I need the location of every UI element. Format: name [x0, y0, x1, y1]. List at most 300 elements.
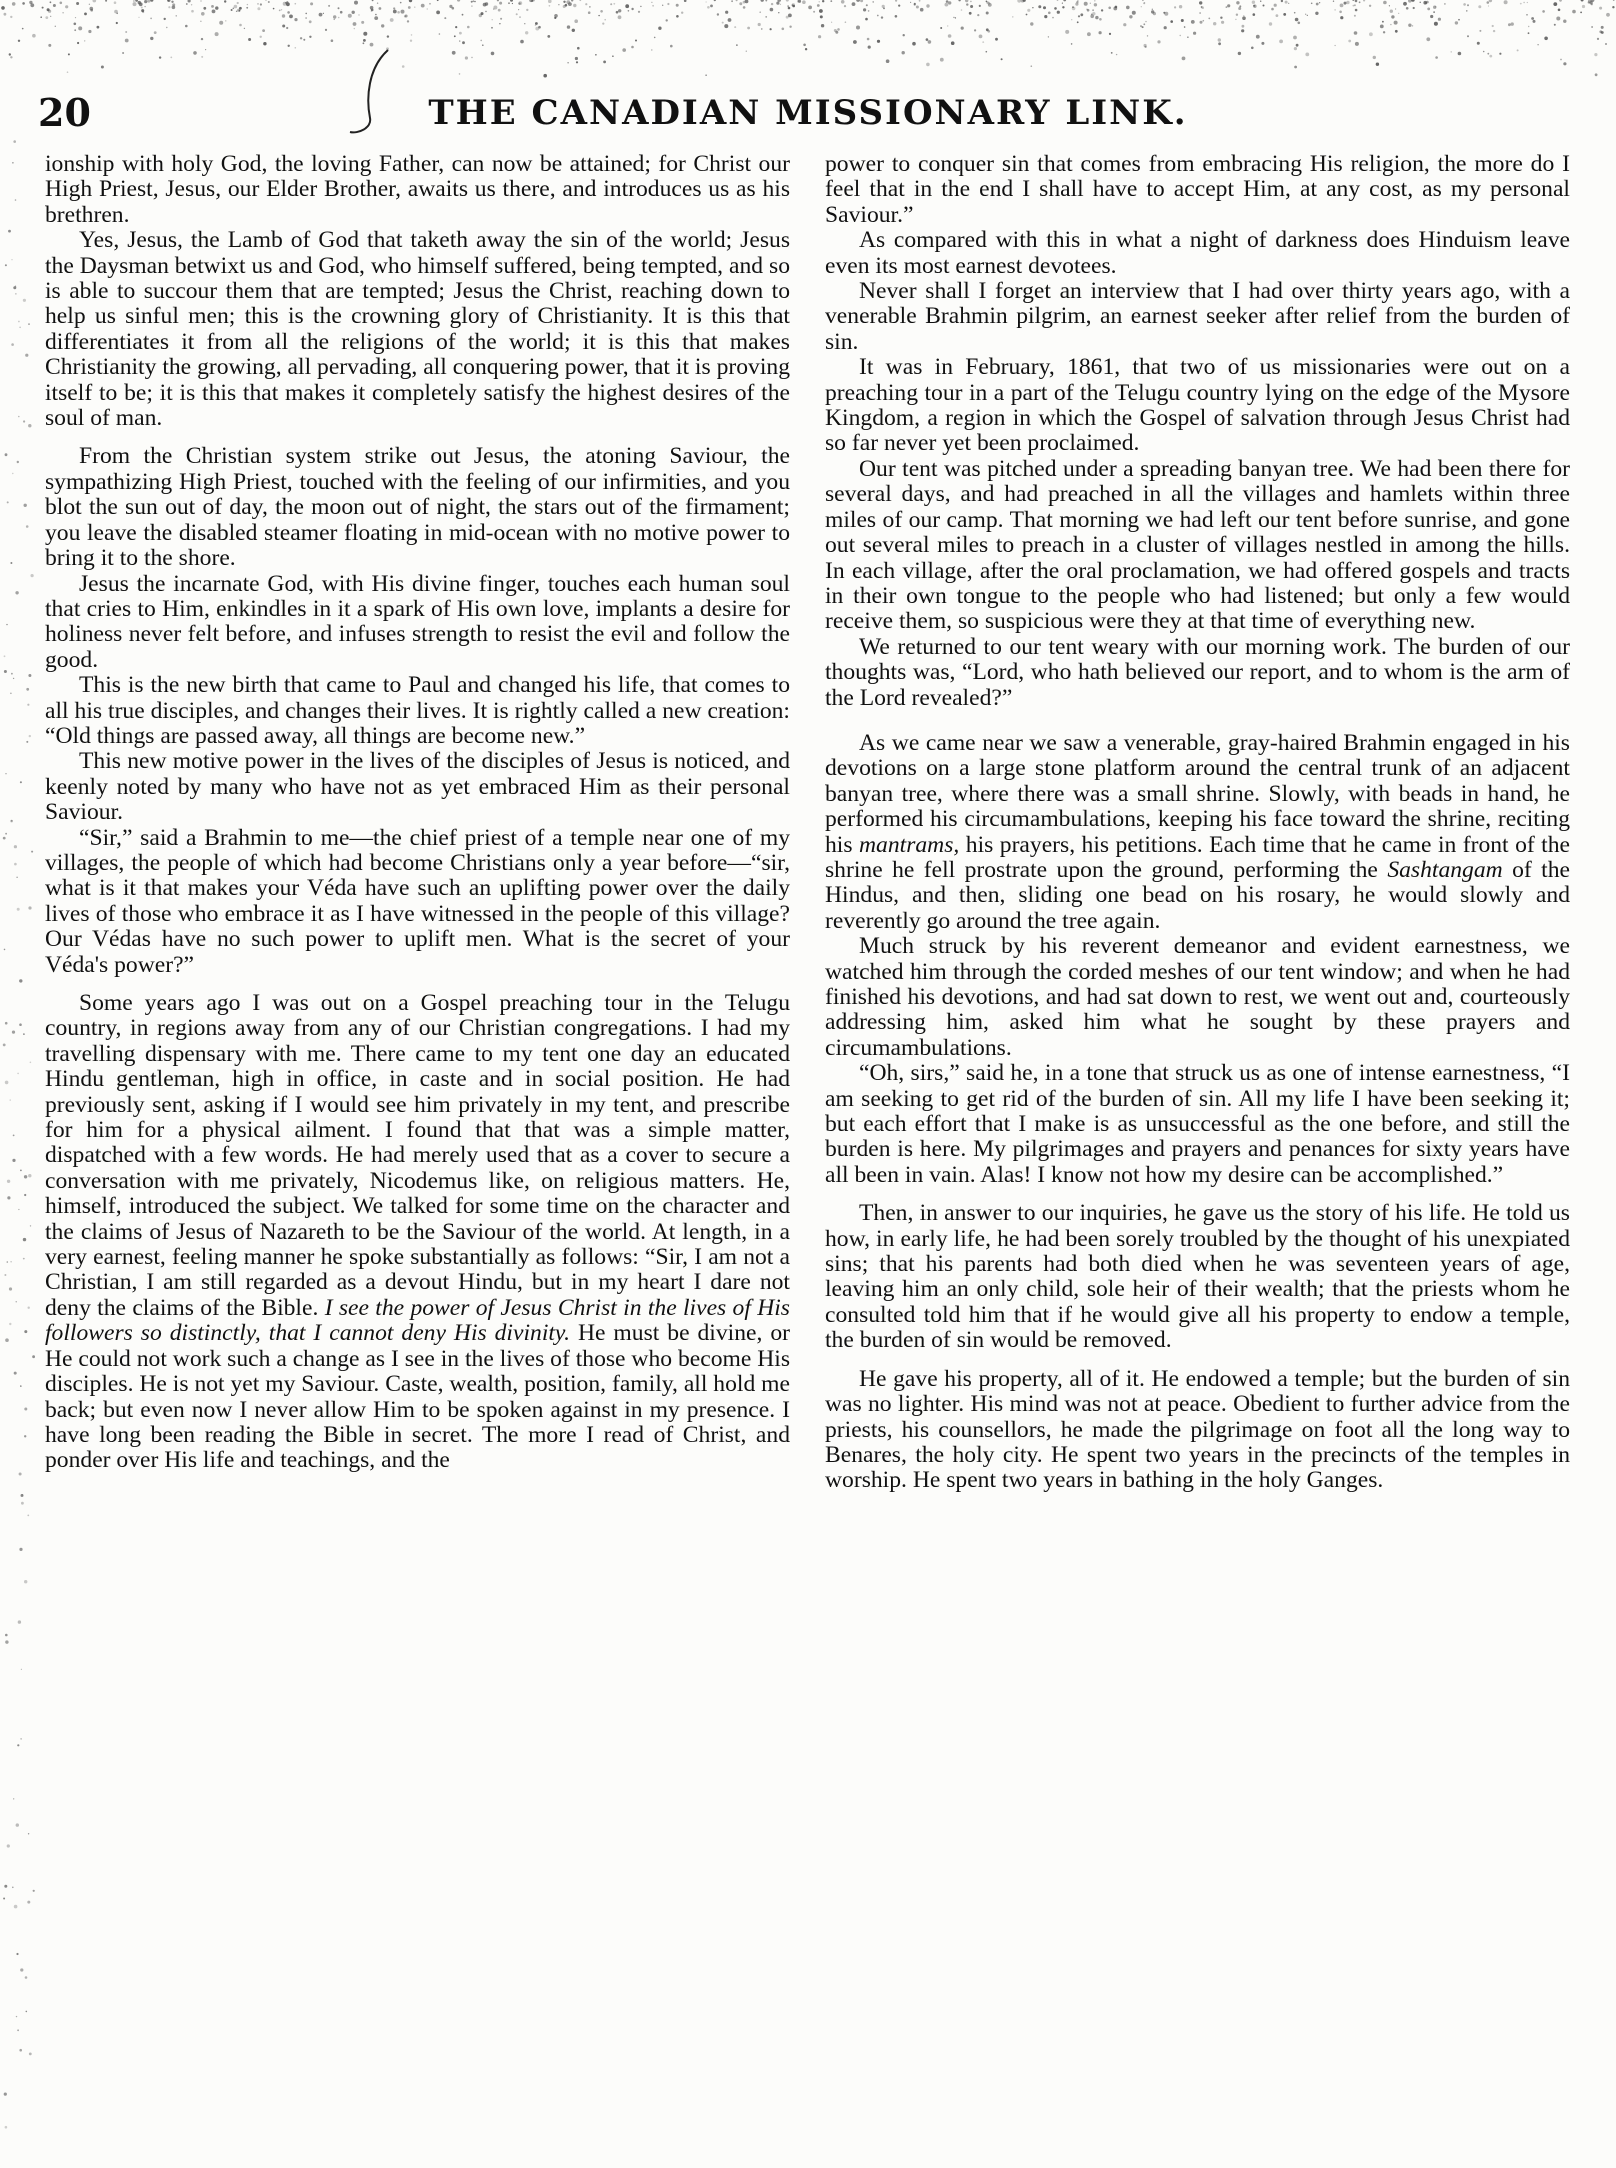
speckle-dot — [5, 1022, 8, 1025]
speckle-dot — [201, 12, 205, 16]
speckle-dot — [101, 66, 104, 69]
margin-speckle-noise — [0, 140, 40, 2140]
speckle-dot — [1032, 7, 1033, 8]
speckle-dot — [1558, 9, 1561, 12]
speckle-dot — [1253, 5, 1256, 8]
speckle-dot — [3, 1044, 6, 1047]
speckle-dot — [1281, 0, 1283, 2]
speckle-dot — [920, 8, 924, 12]
speckle-dot — [25, 1976, 28, 1979]
speckle-dot — [33, 1890, 35, 1892]
speckle-dot — [300, 37, 302, 39]
speckle-dot — [1144, 2, 1145, 3]
speckle-dot — [926, 63, 930, 67]
speckle-dot — [421, 4, 425, 8]
paragraph: power to conquer sin that comes from embracing His religion, the more do I feel that in the end I shall have to accept Him, at any cost, as my personal Saviour.” — [825, 151, 1570, 228]
speckle-dot — [1591, 3, 1593, 5]
speckle-dot — [745, 0, 749, 3]
speckle-dot — [282, 14, 285, 17]
speckle-dot — [1182, 57, 1186, 61]
speckle-dot — [374, 16, 378, 20]
print-speckle-noise — [0, 0, 1616, 90]
italic-term: mantrams, — [859, 831, 960, 858]
speckle-dot — [953, 17, 954, 18]
speckle-dot — [948, 1, 951, 4]
speckle-dot — [90, 7, 94, 11]
speckle-dot — [1601, 31, 1604, 34]
speckle-dot — [370, 43, 374, 47]
speckle-dot — [658, 27, 661, 30]
speckle-dot — [150, 37, 153, 40]
speckle-dot — [789, 26, 791, 28]
speckle-dot — [576, 61, 578, 63]
speckle-dot — [940, 27, 942, 29]
speckle-dot — [28, 906, 31, 909]
speckle-dot — [348, 14, 352, 18]
speckle-dot — [575, 57, 578, 60]
speckle-dot — [462, 41, 465, 44]
speckle-dot — [1072, 7, 1076, 11]
speckle-dot — [500, 18, 502, 20]
speckle-dot — [902, 51, 905, 54]
speckle-dot — [29, 735, 31, 737]
speckle-dot — [231, 9, 233, 11]
speckle-dot — [166, 27, 167, 28]
paragraph-text: Some years ago I was out on a Gospel preaching tour in the Telugu country, in regions away from any of our Christian congregations. I had my travelling dispensary with me. There came to my tent one day an educated Hindu gentleman, high in office, in caste and in social position. He had previously sent, asking if I would see him privately in my tent, and prescribe for him for a physical ailment. I found that that was a simple matter, dispatched with a few words. He had merely used that as a cover to secure a conversation with me privately, Nicodemus like, on religious matters. He, himself, introduced the subject. We talked for some time on the character and the claims of Jesus of Nazareth to be the Saviour of the world. At length, in a very earnest, feeling manner he spoke substantially as follows: “Sir, I am not a Christian, I am still regarded as a devout Hindu, but in my heart I dare not deny the claims of the Bible. — [45, 990, 790, 1321]
speckle-dot — [912, 42, 916, 46]
speckle-dot — [1390, 24, 1391, 25]
speckle-dot — [1594, 53, 1597, 56]
speckle-dot — [1582, 5, 1585, 8]
speckle-dot — [371, 9, 374, 12]
speckle-dot — [12, 1159, 15, 1162]
speckle-dot — [122, 52, 124, 54]
speckle-dot — [1359, 1, 1361, 3]
speckle-dot — [1591, 26, 1593, 28]
speckle-dot — [452, 7, 455, 10]
speckle-dot — [947, 25, 948, 26]
speckle-dot — [761, 0, 764, 2]
speckle-dot — [987, 2, 990, 5]
speckle-dot — [1238, 52, 1241, 55]
speckle-dot — [616, 11, 619, 14]
speckle-dot — [23, 1258, 25, 1260]
speckle-dot — [759, 11, 761, 13]
speckle-dot — [1334, 9, 1335, 10]
speckle-dot — [473, 0, 475, 2]
speckle-dot — [1588, 0, 1591, 3]
speckle-dot — [1395, 30, 1398, 33]
speckle-dot — [1072, 6, 1074, 8]
speckle-dot — [1311, 3, 1313, 5]
speckle-dot — [868, 46, 871, 49]
speckle-dot — [20, 1738, 21, 1739]
speckle-dot — [589, 6, 590, 7]
speckle-dot — [14, 845, 17, 848]
speckle-dot — [141, 9, 144, 12]
speckle-dot — [29, 2053, 32, 2056]
speckle-dot — [10, 1261, 11, 1262]
speckle-dot — [150, 18, 152, 20]
speckle-dot — [951, 41, 955, 45]
speckle-dot — [18, 40, 20, 42]
speckle-dot — [17, 461, 19, 463]
speckle-dot — [401, 10, 405, 14]
speckle-dot — [1553, 2, 1557, 6]
speckle-dot — [1355, 42, 1359, 46]
speckle-dot — [881, 16, 883, 18]
speckle-dot — [449, 5, 452, 8]
speckle-dot — [734, 26, 736, 28]
speckle-dot — [598, 15, 599, 16]
speckle-dot — [1467, 4, 1469, 6]
speckle-dot — [1599, 7, 1602, 10]
speckle-dot — [1164, 12, 1168, 16]
speckle-dot — [866, 4, 868, 6]
speckle-dot — [818, 35, 821, 38]
speckle-dot — [1434, 22, 1438, 26]
speckle-dot — [75, 17, 76, 18]
speckle-dot — [535, 25, 537, 27]
speckle-dot — [23, 1238, 26, 1241]
speckle-dot — [524, 23, 525, 24]
speckle-dot — [1285, 1, 1288, 4]
speckle-dot — [491, 52, 495, 56]
speckle-dot — [10, 56, 12, 58]
speckle-dot — [352, 11, 355, 14]
speckle-dot — [172, 6, 176, 10]
speckle-dot — [770, 28, 772, 30]
speckle-dot — [970, 5, 973, 8]
speckle-dot — [361, 21, 364, 24]
speckle-dot — [1294, 12, 1296, 14]
speckle-dot — [1235, 19, 1236, 20]
speckle-dot — [802, 0, 806, 4]
speckle-dot — [459, 32, 462, 35]
speckle-dot — [765, 0, 767, 2]
speckle-dot — [48, 44, 51, 47]
speckle-dot — [867, 38, 870, 41]
speckle-dot — [898, 5, 900, 7]
speckle-dot — [946, 0, 949, 3]
speckle-dot — [405, 15, 408, 18]
speckle-dot — [585, 3, 587, 5]
speckle-dot — [26, 741, 28, 743]
speckle-dot — [1572, 10, 1576, 14]
speckle-dot — [11, 259, 12, 260]
speckle-dot — [1274, 4, 1277, 7]
speckle-dot — [65, 5, 68, 8]
speckle-dot — [1395, 8, 1396, 9]
paragraph: It was in February, 1861, that two of us missionaries were out on a preaching tour in a part of the Telugu country lying on the edge of the Mysore Kingdom, a region in which the Gospel of salvation through Jesus Christ had so far never yet been proclaimed. — [825, 354, 1570, 457]
speckle-dot — [567, 62, 568, 63]
speckle-dot — [257, 7, 260, 10]
speckle-dot — [986, 0, 988, 2]
speckle-dot — [30, 3, 34, 7]
speckle-dot — [1406, 7, 1409, 10]
speckle-dot — [5, 833, 7, 835]
speckle-dot — [805, 48, 807, 50]
speckle-dot — [886, 59, 890, 63]
speckle-dot — [1467, 35, 1469, 37]
speckle-dot — [379, 7, 382, 10]
speckle-dot — [371, 11, 372, 12]
speckle-dot — [510, 0, 513, 2]
speckle-dot — [1054, 7, 1057, 10]
speckle-dot — [465, 56, 468, 59]
speckle-dot — [1071, 43, 1073, 45]
speckle-dot — [1298, 22, 1301, 25]
speckle-dot — [7, 1196, 10, 1199]
speckle-dot — [1236, 14, 1238, 16]
speckle-dot — [603, 61, 606, 64]
speckle-dot — [1412, 25, 1413, 26]
speckle-dot — [303, 39, 305, 41]
speckle-dot — [19, 1473, 22, 1476]
speckle-dot — [23, 420, 25, 422]
speckle-dot — [334, 19, 335, 20]
speckle-dot — [3, 837, 6, 840]
speckle-dot — [147, 0, 150, 3]
speckle-dot — [1335, 45, 1336, 46]
speckle-dot — [1544, 37, 1548, 41]
speckle-dot — [90, 9, 93, 12]
speckle-dot — [193, 51, 197, 55]
speckle-dot — [309, 36, 311, 38]
speckle-dot — [640, 6, 641, 7]
speckle-dot — [834, 29, 837, 32]
speckle-dot — [21, 1669, 22, 1670]
speckle-dot — [10, 693, 12, 695]
speckle-dot — [787, 5, 788, 6]
speckle-dot — [1099, 31, 1102, 34]
speckle-dot — [263, 42, 266, 45]
speckle-dot — [27, 1901, 30, 1904]
paragraph: ionship with holy God, the loving Father, can now be attained; for Christ our High Priest, Jesus, our Elder Brother, awaits us there, and introduces us as his brethren. — [45, 151, 790, 228]
speckle-dot — [11, 343, 14, 346]
speckle-dot — [1218, 42, 1221, 45]
speckle-dot — [1279, 40, 1283, 44]
speckle-dot — [19, 327, 21, 329]
speckle-dot — [1271, 8, 1274, 11]
speckle-dot — [1023, 0, 1026, 2]
speckle-dot — [407, 20, 409, 22]
speckle-dot — [11, 673, 13, 675]
speckle-dot — [1305, 14, 1306, 15]
paragraph-text: As we came near we saw a venerable, gray-haired Brahmin engaged in his devotions on a large stone platform around the central trunk of an adjacent banyan tree, where there was a small shrine. Slowly, with beads in hand, he performed his circumambulations, keeping his face toward the shrine, reciting his — [825, 729, 1570, 858]
speckle-dot — [13, 678, 14, 679]
speckle-dot — [588, 11, 591, 14]
speckle-dot — [188, 0, 191, 3]
speckle-dot — [168, 0, 169, 1]
speckle-dot — [1147, 35, 1148, 36]
speckle-dot — [1256, 35, 1260, 39]
speckle-dot — [377, 3, 378, 4]
speckle-dot — [1145, 21, 1146, 22]
speckle-dot — [1187, 37, 1188, 38]
speckle-dot — [408, 6, 411, 9]
speckle-dot — [1170, 20, 1173, 23]
speckle-dot — [201, 56, 203, 58]
speckle-dot — [820, 15, 823, 18]
speckle-dot — [27, 1515, 29, 1517]
paragraph-text: He must be divine, or He could not work such a change as I see in the lives of those who become His disciples. He is not yet my Saviour. Caste, wealth, position, family, all hold me back; but even now I never allow Him to be spoken against in my presence. I have long been reading the Bible in secret. The more I read of Christ, and ponder over His life and teachings, and the — [45, 1320, 790, 1474]
speckle-dot — [28, 323, 30, 325]
speckle-dot — [631, 46, 634, 49]
speckle-dot — [988, 30, 991, 33]
speckle-dot — [1251, 47, 1254, 50]
speckle-dot — [571, 0, 573, 2]
speckle-dot — [1038, 5, 1041, 8]
speckle-dot — [400, 2, 402, 4]
speckle-dot — [1376, 62, 1379, 65]
speckle-dot — [724, 24, 728, 28]
speckle-dot — [1380, 25, 1384, 29]
speckle-dot — [1533, 20, 1536, 23]
running-title: THE CANADIAN MISSIONARY LINK. — [428, 93, 1188, 133]
speckle-dot — [1152, 9, 1153, 10]
speckle-dot — [841, 0, 845, 4]
speckle-dot — [667, 3, 669, 5]
speckle-dot — [979, 5, 981, 7]
speckle-dot — [1435, 6, 1437, 8]
speckle-dot — [1458, 19, 1460, 21]
speckle-dot — [765, 16, 767, 18]
speckle-dot — [1363, 0, 1365, 2]
speckle-dot — [262, 29, 265, 32]
speckle-dot — [19, 1548, 22, 1551]
paragraph — [825, 731, 1570, 934]
speckle-dot — [819, 9, 823, 13]
speckle-dot — [1478, 5, 1481, 8]
speckle-dot — [29, 1, 32, 4]
speckle-dot — [457, 0, 460, 2]
speckle-dot — [1078, 15, 1080, 17]
speckle-dot — [1373, 56, 1376, 59]
speckle-dot — [1389, 5, 1390, 6]
speckle-dot — [1527, 2, 1528, 3]
speckle-dot — [340, 11, 343, 14]
speckle-dot — [150, 0, 153, 2]
speckle-dot — [1091, 14, 1093, 16]
speckle-dot — [328, 5, 330, 7]
speckle-dot — [1383, 1, 1387, 5]
speckle-dot — [860, 0, 863, 2]
speckle-dot — [273, 8, 275, 10]
speckle-dot — [28, 1174, 31, 1177]
speckle-dot — [926, 4, 929, 7]
speckle-dot — [822, 0, 824, 2]
speckle-dot — [895, 0, 897, 2]
speckle-dot — [13, 1135, 15, 1137]
speckle-dot — [74, 23, 77, 26]
speckle-dot — [966, 3, 968, 5]
paragraph: Much struck by his reverent demeanor and evident earnestness, we watched him through the corded meshes of our tent window; and when he had finished his devotions, and had sat down to rest, we went out and, courteously addressing him, asked him what he sought by these prayers and circumambulations. — [825, 933, 1570, 1061]
speckle-dot — [681, 12, 683, 14]
speckle-dot — [714, 0, 716, 1]
speckle-dot — [77, 42, 79, 44]
paragraph: Never shall I forget an interview that I had over thirty years ago, with a venerable Brahmin pilgrim, an earnest seeker after relief from the burden of sin. — [825, 278, 1570, 355]
speckle-dot — [12, 1887, 14, 1889]
speckle-dot — [1143, 2, 1145, 4]
speckle-dot — [1463, 3, 1466, 6]
speckle-dot — [310, 2, 313, 5]
speckle-dot — [15, 199, 17, 201]
speckle-dot — [1095, 16, 1098, 19]
speckle-dot — [958, 0, 960, 1]
speckle-dot — [1520, 3, 1522, 5]
speckle-dot — [1542, 10, 1545, 13]
speckle-dot — [684, 0, 687, 2]
speckle-dot — [16, 2016, 17, 2017]
speckle-dot — [662, 5, 663, 6]
speckle-dot — [1493, 30, 1495, 32]
speckle-dot — [133, 2, 137, 6]
speckle-dot — [1423, 1, 1427, 5]
speckle-dot — [508, 2, 510, 4]
speckle-dot — [200, 0, 201, 1]
speckle-dot — [24, 1175, 27, 1178]
speckle-dot — [114, 1, 117, 4]
speckle-dot — [45, 16, 48, 19]
speckle-dot — [1253, 13, 1256, 16]
speckle-dot — [746, 51, 747, 52]
speckle-dot — [246, 7, 248, 9]
speckle-dot — [572, 29, 575, 32]
speckle-dot — [1157, 40, 1160, 43]
speckle-dot — [1595, 73, 1598, 76]
speckle-dot — [610, 3, 612, 5]
speckle-dot — [167, 0, 170, 2]
speckle-dot — [186, 3, 188, 5]
speckle-dot — [1382, 21, 1384, 23]
speckle-dot — [5, 264, 7, 266]
speckle-dot — [618, 15, 622, 19]
speckle-dot — [961, 27, 964, 30]
speckle-dot — [1354, 15, 1356, 17]
speckle-dot — [520, 40, 524, 44]
speckle-dot — [770, 8, 774, 12]
speckle-dot — [788, 14, 792, 18]
speckle-dot — [567, 25, 570, 28]
speckle-dot — [19, 2049, 22, 2052]
speckle-dot — [1116, 54, 1117, 55]
speckle-dot — [1094, 3, 1097, 6]
speckle-dot — [288, 45, 290, 47]
speckle-dot — [26, 688, 29, 691]
speckle-dot — [707, 6, 710, 9]
speckle-dot — [792, 4, 794, 6]
speckle-dot — [331, 39, 334, 42]
speckle-dot — [903, 34, 905, 36]
speckle-dot — [7, 501, 9, 503]
speckle-dot — [1129, 15, 1132, 18]
speckle-dot — [203, 7, 206, 10]
speckle-dot — [856, 0, 860, 2]
speckle-dot — [21, 1494, 23, 1496]
speckle-dot — [1163, 12, 1165, 14]
speckle-dot — [1132, 11, 1136, 15]
speckle-dot — [205, 49, 206, 50]
speckle-dot — [518, 1, 522, 5]
speckle-dot — [1057, 11, 1060, 14]
speckle-dot — [237, 9, 240, 12]
speckle-dot — [459, 73, 461, 75]
speckle-dot — [11, 820, 13, 822]
speckle-dot — [1296, 44, 1299, 47]
speckle-dot — [1200, 21, 1203, 24]
speckle-dot — [803, 44, 806, 47]
